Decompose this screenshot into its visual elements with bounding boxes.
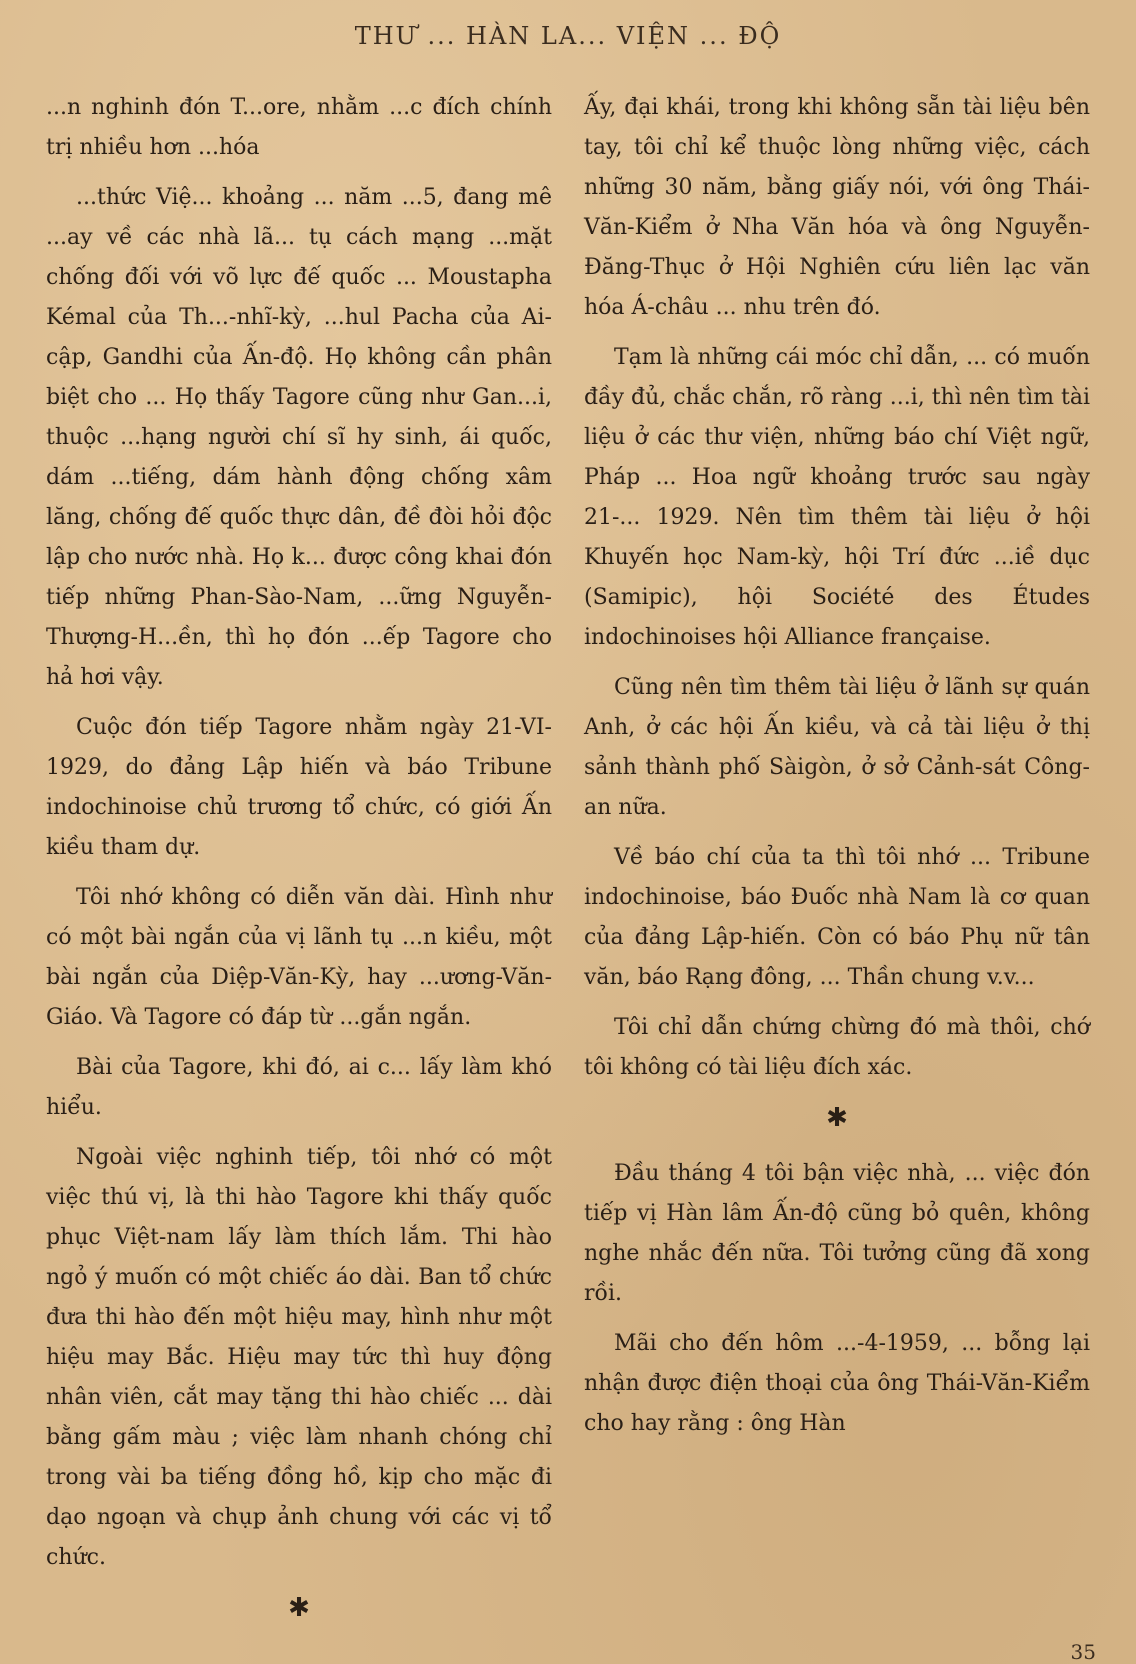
section-divider-star: ✱: [288, 1593, 310, 1623]
page-number: 35: [1070, 1640, 1096, 1664]
paragraph: Đầu tháng 4 tôi bận việc nhà, ... việc đón tiếp vị Hàn lâm Ấn-độ cũng bỏ quên, không nghe nhắc đến nữa. Tôi tưởng cũng đã xong rồi.: [584, 1161, 1090, 1306]
paragraph: Bài của Tagore, khi đó, ai c... lấy làm khó hiểu.: [46, 1055, 552, 1120]
left-column: [46, 88, 552, 1644]
running-header: THƯ ... HÀN LA... VIỆN ... ĐỘ: [354, 22, 782, 50]
paragraph: Cuộc đón tiếp Tagore nhằm ngày 21-VI-1929, do đảng Lập hiến và báo Tribune indochinoise chủ trương tổ chức, có giới Ấn kiều tham dự.: [46, 715, 552, 860]
paragraph: Ấy, đại khái, trong khi không sẵn tài liệu bên tay, tôi chỉ kể thuộc lòng những việc, cách những 30 năm, bằng giấy nói, với ông Thái-Văn-Kiểm ở Nha Văn hóa và ông Nguyễn-Đăng-Thục ở Hội Nghiên cứu liên lạc văn hóa Á-châu ... nhu trên đó.: [584, 95, 1090, 320]
paragraph: Tôi nhớ không có diễn văn dài. Hình như có một bài ngắn của vị lãnh tụ ...n kiều, một bài ngắn của Diệp-Văn-Kỳ, hay ...ương-Văn-Giáo. Và Tagore có đáp từ ...gắn ngắn.: [46, 885, 552, 1030]
paragraph: Tạm là những cái móc chỉ dẫn, ... có muốn đầy đủ, chắc chắn, rõ ràng ...i, thì nên tìm tài liệu ở các thư viện, những báo chí Việt ngữ, Pháp ... Hoa ngữ khoảng trước sau ngày 21-... 1929. Nên tìm thêm tài liệu ở hội Khuyến học Nam-kỳ, hội Trí đức ...iề dục (Samipic), hội Société des Études indochinoises hội Alliance française.: [584, 345, 1090, 650]
paragraph: Tôi chỉ dẫn chứng chừng đó mà thôi, chớ tôi không có tài liệu đích xác.: [584, 1015, 1090, 1080]
paragraph: Cũng nên tìm thêm tài liệu ở lãnh sự quán Anh, ở các hội Ấn kiều, và cả tài liệu ở thị sảnh thành phố Sàigòn, ở sở Cảnh-sát Công-an nữa.: [584, 675, 1090, 820]
section-divider-star: ✱: [826, 1103, 848, 1133]
paragraph: ...n nghinh đón T...ore, nhằm ...c đích chính trị nhiều hơn ...hóa: [46, 95, 552, 160]
paragraph: Về báo chí của ta thì tôi nhớ ... Tribune indochinoise, báo Đuốc nhà Nam là cơ quan của đảng Lập-hiến. Còn có báo Phụ nữ tân văn, báo Rạng đông, ... Thần chung v.v...: [584, 845, 1090, 990]
paragraph: ...thức Việ... khoảng ... năm ...5, đang mê ...ay về các nhà lã... tụ cách mạng ...mặt chống đối với võ lực đế quốc ... Moustapha Kémal của Th...-nhĩ-kỳ, ...hul Pacha của Ai-cập, Gandhi của Ấn-độ. Họ không cần phân biệt cho ... Họ thấy Tagore cũng như Gan...i, thuộc ...hạng người chí sĩ hy sinh, ái quốc, dám ...tiếng, dám hành động chống xâm lăng, chống đế quốc thực dân, đề đòi hỏi độc lập cho nước nhà. Họ k... được công khai đón tiếp những Phan-Sào-Nam, ...ững Nguyễn-Thượng-H...ền, thì họ đón ...ếp Tagore cho hả hơi vậy.: [46, 185, 552, 690]
paragraph: Mãi cho đến hôm ...-4-1959, ... bỗng lại nhận được điện thoại của ông Thái-Văn-Kiểm cho hay rằng : ông Hàn: [584, 1331, 1090, 1436]
right-column: [584, 88, 1090, 1454]
paragraph: Ngoài việc nghinh tiếp, tôi nhớ có một việc thú vị, là thi hào Tagore khi thấy quốc phục Việt-nam lấy làm thích lắm. Thi hào ngỏ ý muốn có một chiếc áo dài. Ban tổ chức đưa thi hào đến một hiệu may, hình như một hiệu may Bắc. Hiệu may tức thì huy động nhân viên, cắt may tặng thi hào chiếc ... dài bằng gấm màu ; việc làm nhanh chóng chỉ trong vài ba tiếng đồng hồ, kịp cho mặc đi dạo ngoạn và chụp ảnh chung với các vị tổ chức.: [46, 1145, 552, 1570]
